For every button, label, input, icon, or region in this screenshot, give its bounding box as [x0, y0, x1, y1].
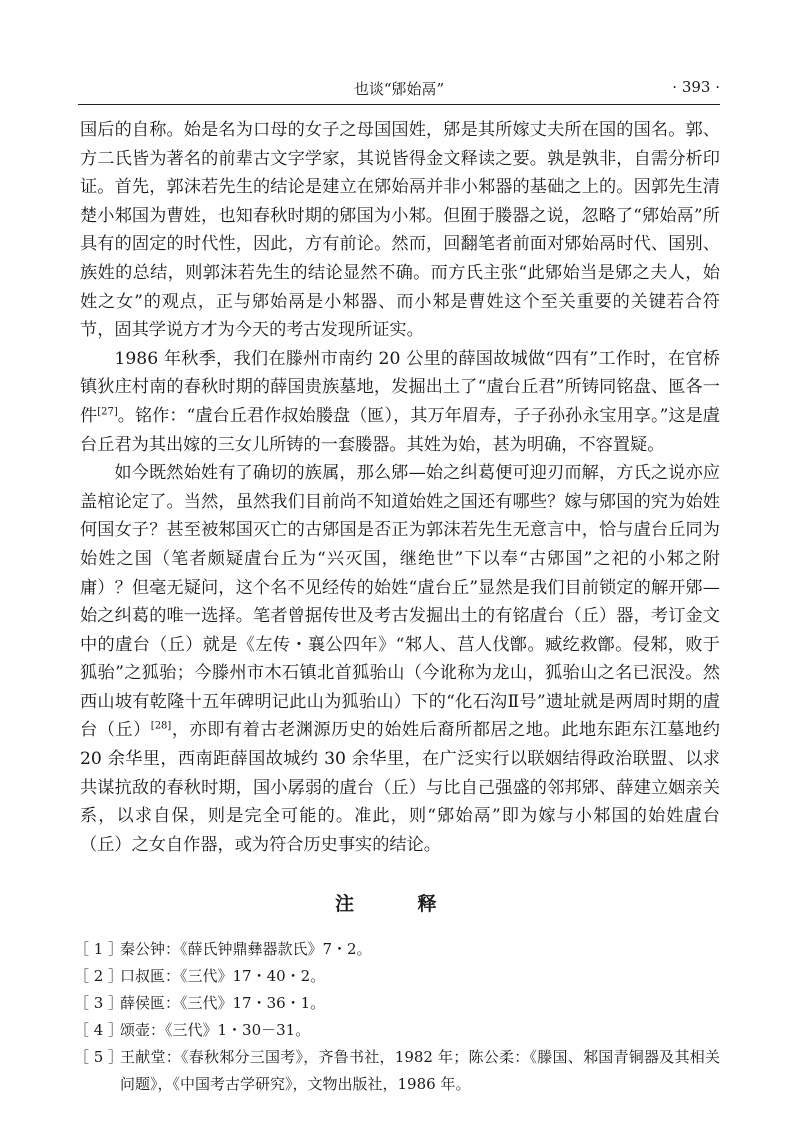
note-text: 颂壶：《三代》1・30－31。 [120, 1021, 311, 1040]
paragraph-1: 国后的自称。始是名为口母的女子之母国国姓，郳是其所嫁丈夫所在国的国名。郭、方二氏皆为著名的前辈古文字学家，其说皆得金文释读之要。孰是孰非，自需分析印证。首先，郭沫若先生的结论是建立在郳始鬲并非小邾器的基础之上的。因郭先生清楚小邾国为曹姓，也知春秋时期的郳国为小邾。但囿于媵器之说，忽略了“郳始鬲”所具有的固定的时代性，因此，方有前论。然而，回翻笔者前面对郳始鬲时代、国别、族姓的总结，则郭沫若先生的结论显然不确。而方氏主张“此郳始当是郳之夫人，始姓之女”的观点，正与郳始鬲是小邾器、而小邾是曹姓这个至关重要的关键若合符节，固其学说方才为今天的考古发现所证实。 [80, 120, 720, 341]
notes-heading: 注 释 [334, 893, 466, 916]
note-text: 秦公钟：《薛氏钟鼎彝器款氏》7・2。 [120, 940, 372, 959]
note-item [74, 1017, 720, 1044]
paragraph-2 [80, 345, 720, 459]
note-item [74, 963, 720, 990]
note-number: ［ 4 ］ [74, 1021, 124, 1040]
paragraph-3-text-b: ，亦即有着古老渊源历史的始姓后裔所都居之地。此地东距东江墓地约 20 余华里，西南距薛国故城约 30 余华里，在广泛实行以联姻结得政治联盟、以求共谋抗敌的春秋时期，国小孱弱的虘台（丘）与比自己强盛的邻邦郳、薛建立姻亲关系，以求自保，则是完全可能的。准此，则“郳始鬲”即为嫁与小邾国的始姓虘台（丘）之女自作器，或为符合历史事实的结论。 [80, 720, 720, 855]
paragraph-3-text-a: 如今既然始姓有了确切的族属，那么郳—始之纠葛便可迎刃而解，方氏之说亦应盖棺论定了。当然，虽然我们目前尚不知道始姓之国还有哪些？嫁与郳国的究为始姓何国女子？甚至被邾国灭亡的古郳国是否正为郭沫若先生无意言中，恰与虘台丘同为始姓之国（笔者颇疑虘台丘为“兴灭国，继绝世”下以奉“古郳国”之祀的小邾之附庸）？但毫无疑问，这个名不见经传的始姓“虘台丘”显然是我们目前锁定的解开郳—始之纠葛的唯一选择。笔者曾据传世及考古发掘出土的有铭虘台（丘）器，考订金文中的虘台（丘）就是《左传・襄公四年》“邾人、莒人伐鄫。臧纥救鄫。侵邾，败于狐骀”之狐骀；今滕州市木石镇北首狐骀山（今讹称为龙山，狐骀山之名已泯没。然西山坡有乾隆十五年碑明记此山为狐骀山）下的“化石沟Ⅱ号”遗址就是两周时期的虘台（丘） [80, 463, 720, 741]
note-number: ［ 2 ］ [74, 967, 124, 986]
note-number: ［ 1 ］ [74, 940, 124, 959]
note-text: 王献堂：《春秋邾分三国考》，齐鲁书社，1982 年；陈公柔：《滕国、邾国青铜器及其相关问题》，《中国考古学研究》，文物出版社，1986 年。 [120, 1048, 720, 1094]
note-text: 薛侯匜：《三代》17・36・1。 [120, 994, 326, 1013]
footnote-ref-28[interactable]: [28] [150, 720, 172, 732]
note-number: ［ 5 ］ [74, 1048, 124, 1067]
note-item [74, 936, 720, 963]
notes-list [74, 936, 720, 1098]
footnote-ref-27[interactable]: [27] [97, 406, 118, 418]
paragraph-3 [80, 459, 720, 859]
note-number: ［ 3 ］ [74, 994, 124, 1013]
article-body [74, 116, 720, 1098]
running-title: 也谈“郳始鬲” [353, 80, 445, 98]
running-header [78, 74, 720, 105]
note-item [74, 990, 720, 1017]
note-item [74, 1044, 720, 1098]
paragraph-2-text-a: 1986 年秋季，我们在滕州市南约 20 公里的薛国故城做“四有”工作时，在官桥镇狄庄村南的春秋时期的薛国贵族墓地，发掘出土了“虘台丘君”所铸同铭盘、匜各一件 [80, 348, 720, 426]
page-number: · 393 · [672, 78, 720, 96]
paragraph-2-text-b: 。铭作：“虘台丘君作叔始媵盘（匜），其万年眉寿，子子孙孙永宝用享。”这是虘台丘君为其出嫁的三女儿所铸的一套媵器。其姓为始，甚为明确，不容置疑。 [80, 405, 720, 455]
note-text: 口叔匜：《三代》17・40・2。 [120, 967, 326, 986]
